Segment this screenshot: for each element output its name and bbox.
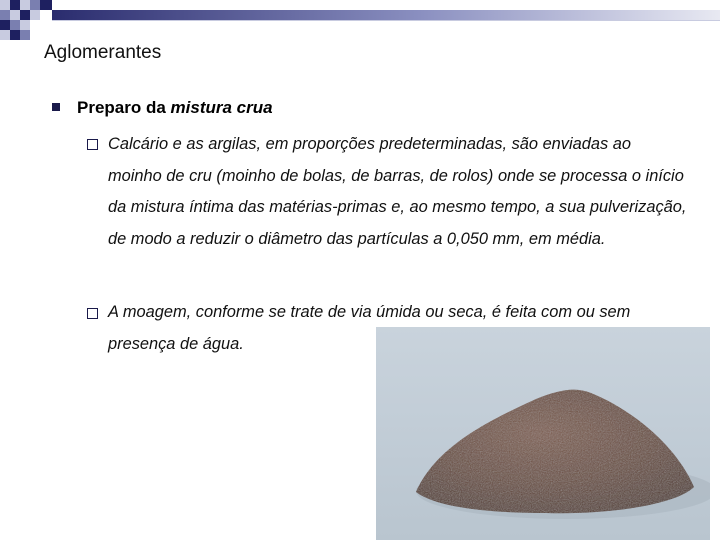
hollow-square-bullet-icon xyxy=(87,139,98,150)
heading-italic: mistura crua xyxy=(170,98,273,117)
list-item: A moagem, conforme se trate de via úmida ou seca, é feita com ou sem presença de água. xyxy=(108,303,631,353)
section-heading xyxy=(77,98,273,118)
header-band xyxy=(52,10,720,20)
hollow-square-bullet-icon xyxy=(87,308,98,319)
checker-pattern xyxy=(0,0,52,40)
powder-pile-image xyxy=(376,327,710,540)
square-bullet-icon xyxy=(52,103,60,111)
raw-mix-photo xyxy=(376,327,710,540)
slide-title: Aglomerantes xyxy=(44,42,162,63)
list-item: Calcário e as argilas, em proporções predeterminadas, são enviadas ao moinho de cru (moinho de bolas, de barras, de rolos) onde se processa o início da mistura íntima das matérias-primas e, ao mesmo tempo, a sua pulverização, de modo a reduzir o diâmetro das partículas a 0,050 mm, em média. xyxy=(108,135,687,248)
heading-plain: Preparo da xyxy=(77,98,171,117)
